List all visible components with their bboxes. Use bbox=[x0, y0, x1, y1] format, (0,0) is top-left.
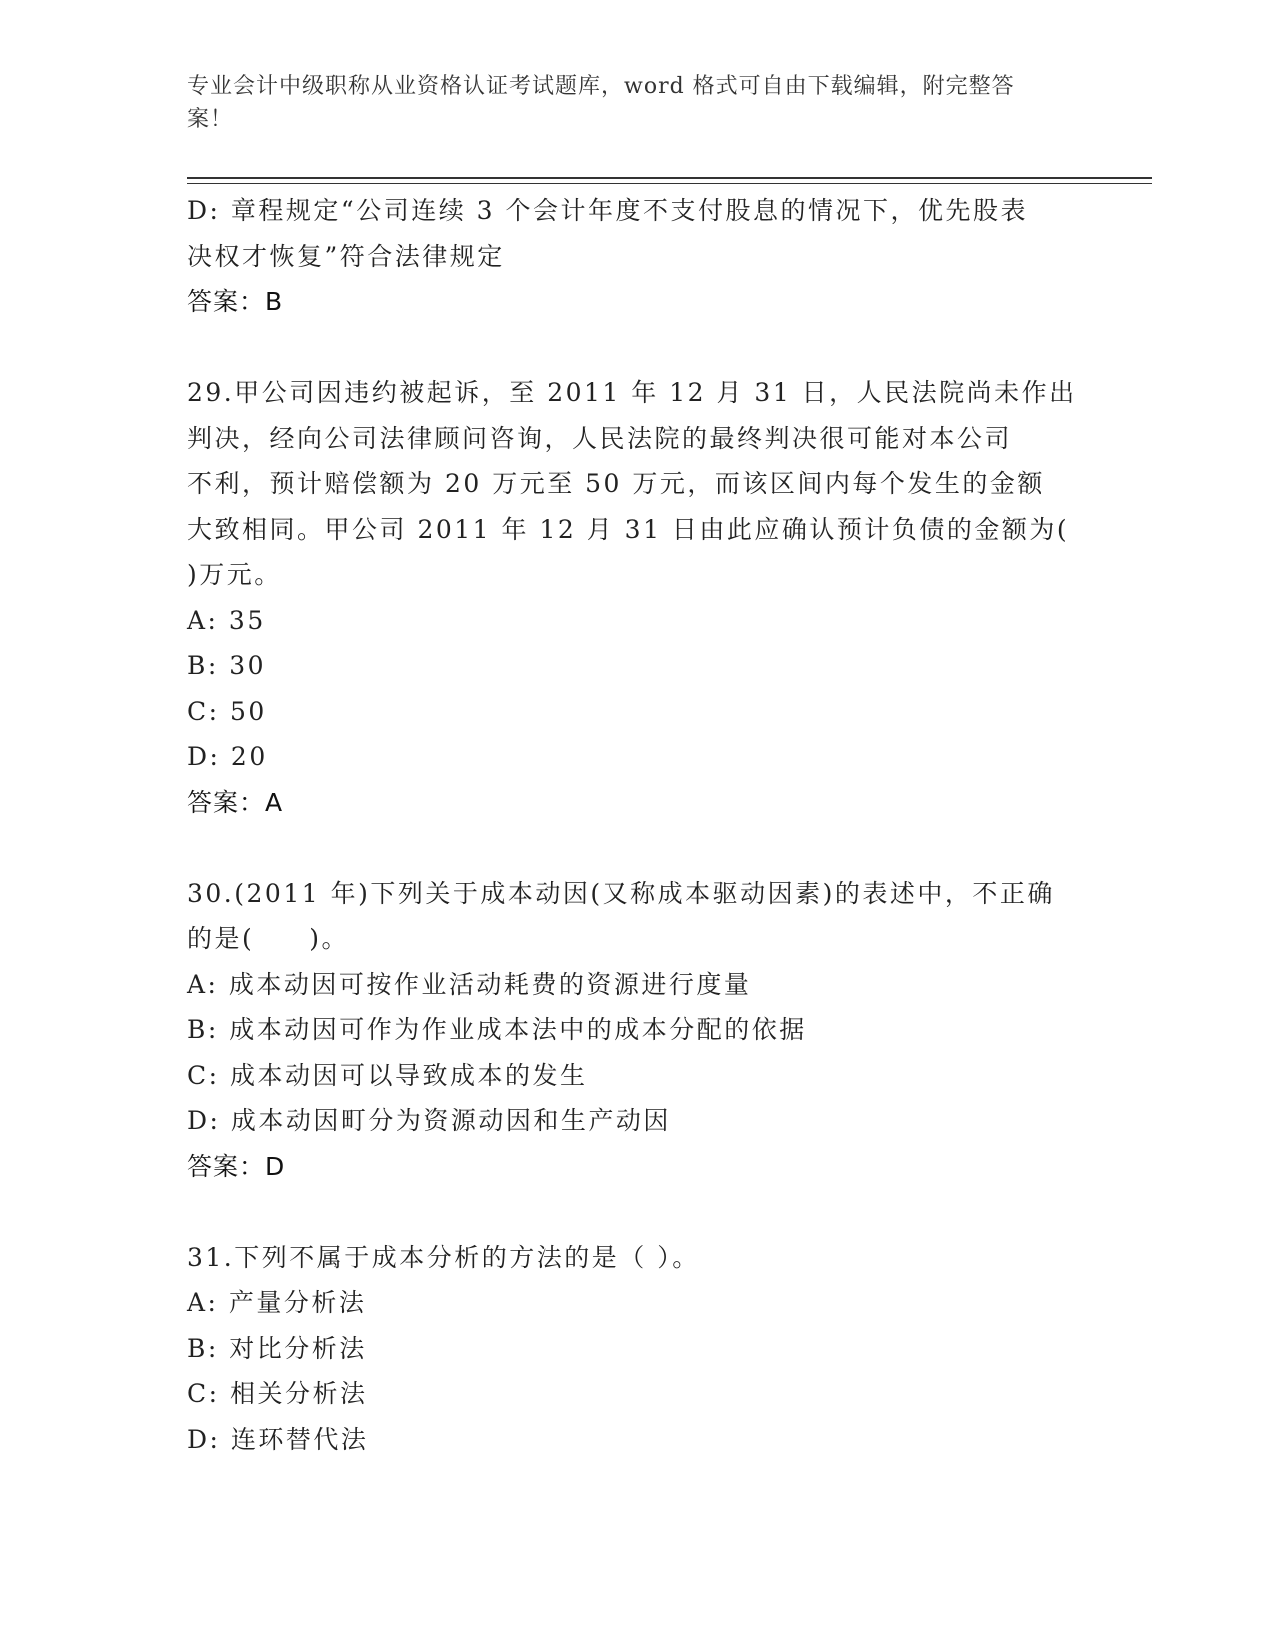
option-d: D: 章程规定“公司连续 3 个会计年度不支付股息的情况下，优先股表 bbox=[187, 196, 1028, 225]
option-c: C: 50 bbox=[187, 696, 267, 726]
header-rule-thick bbox=[187, 177, 1152, 179]
document-body bbox=[187, 188, 1087, 1462]
question-31 bbox=[187, 1235, 1087, 1463]
answer-label: 答案：B bbox=[187, 287, 284, 316]
question-stem: 大致相同。甲公司 2011 年 12 月 31 日由此应确认预计负债的金额为( bbox=[187, 514, 1070, 544]
question-stem: 30.(2011 年)下列关于成本动因(又称成本驱动因素)的表述中，不正确 bbox=[187, 878, 1055, 908]
option-b: B: 对比分析法 bbox=[187, 1333, 367, 1363]
option-b: B: 30 bbox=[187, 651, 267, 680]
question-28-tail bbox=[187, 188, 1087, 325]
spacer bbox=[187, 1189, 1087, 1235]
question-stem: 29.甲公司因违约被起诉，至 2011 年 12 月 31 日，人民法院尚未作出 bbox=[187, 378, 1077, 407]
question-stem: 31.下列不属于成本分析的方法的是（ ）。 bbox=[187, 1242, 700, 1272]
header-line-1: 专业会计中级职称从业资格认证考试题库，word 格式可自由下载编辑，附完整答 bbox=[187, 74, 1015, 99]
spacer bbox=[187, 325, 1087, 371]
question-stem: 不利，预计赔偿额为 20 万元至 50 万元，而该区间内每个发生的金额 bbox=[187, 469, 1045, 498]
answer-label: 答案：A bbox=[187, 787, 284, 817]
question-30 bbox=[187, 871, 1087, 1190]
header-line-2: 案！ bbox=[187, 107, 234, 132]
option-d: D: 连环替代法 bbox=[187, 1424, 369, 1454]
option-a: A: 产量分析法 bbox=[187, 1288, 367, 1317]
header-rule-thin bbox=[187, 183, 1152, 184]
question-stem: )万元。 bbox=[187, 560, 282, 589]
option-d: D: 成本动因町分为资源动因和生产动因 bbox=[187, 1106, 671, 1135]
option-a: A: 成本动因可按作业活动耗费的资源进行度量 bbox=[187, 969, 752, 999]
answer-label: 答案：D bbox=[187, 1151, 286, 1181]
option-c: C: 成本动因可以导致成本的发生 bbox=[187, 1060, 588, 1090]
option-c: C: 相关分析法 bbox=[187, 1379, 368, 1408]
question-29 bbox=[187, 370, 1087, 825]
spacer bbox=[187, 825, 1087, 871]
option-d: D: 20 bbox=[187, 742, 268, 771]
option-d-continued: 决权才恢复”符合法律规定 bbox=[187, 241, 505, 271]
page-header bbox=[187, 70, 1067, 136]
question-stem: 判决，经向公司法律顾问咨询，人民法院的最终判决很可能对本公司 bbox=[187, 423, 1013, 453]
question-stem: 的是( )。 bbox=[187, 924, 350, 953]
option-a: A: 35 bbox=[187, 605, 266, 635]
option-b: B: 成本动因可作为作业成本法中的成本分配的依据 bbox=[187, 1015, 807, 1044]
